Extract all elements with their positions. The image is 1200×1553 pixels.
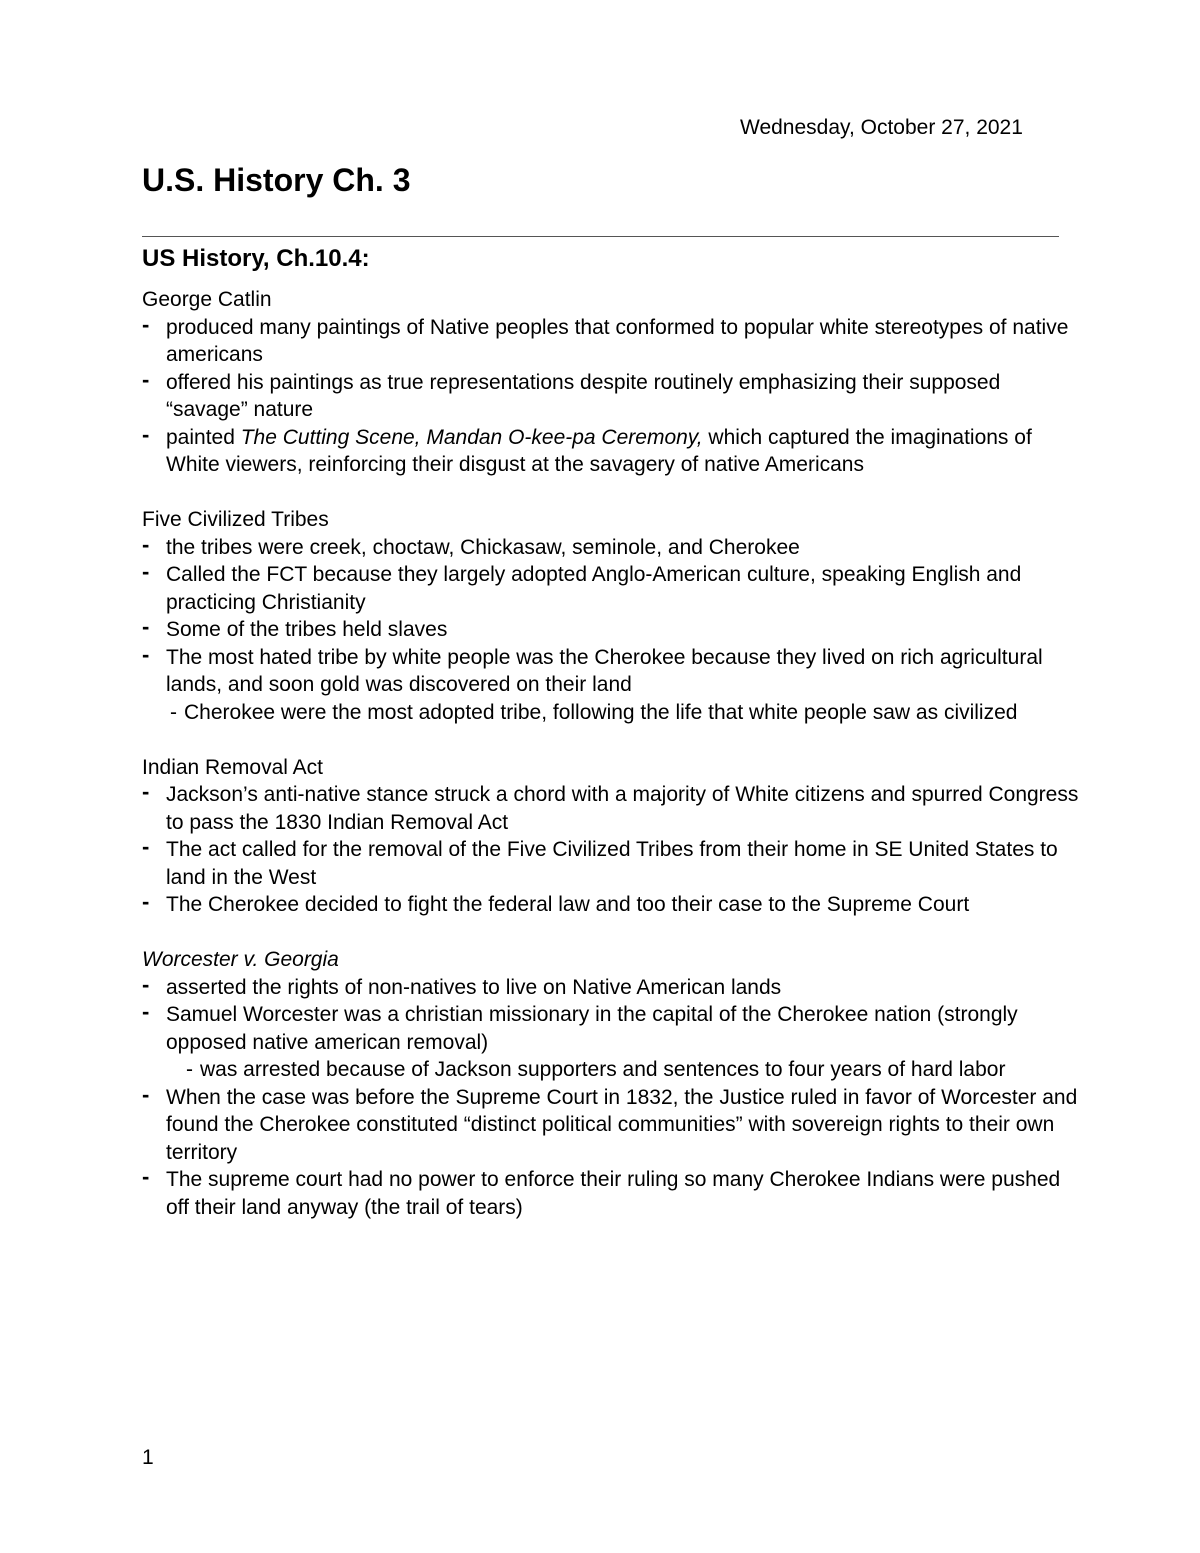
document-date: Wednesday, October 27, 2021 bbox=[740, 116, 1023, 139]
list-item: - produced many paintings of Native peoples that conformed to popular white stereotypes of native americans bbox=[142, 314, 1082, 369]
list-item: - Jackson’s anti-native stance struck a chord with a majority of White citizens and spurred Congress to pass the 1830 Indian Removal Act bbox=[142, 781, 1082, 836]
list-item: - When the case was before the Supreme Court in 1832, the Justice ruled in favor of Worcester and found the Cherokee constituted “distinct political communities” with sovereign rights to their own territory bbox=[142, 1084, 1082, 1167]
section-heading: Worcester v. Georgia bbox=[142, 948, 339, 971]
section-heading: George Catlin bbox=[142, 288, 272, 311]
list-item: - asserted the rights of non-natives to live on Native American lands bbox=[142, 974, 1082, 1002]
list-item-text: painted bbox=[166, 425, 241, 449]
painting-title: The Cutting Scene, Mandan O-kee-pa Ceremony, bbox=[240, 425, 703, 449]
sub-list-item: - Cherokee were the most adopted tribe, following the life that white people saw as civilized bbox=[142, 699, 1082, 727]
section-five-civilized-tribes bbox=[142, 506, 1082, 726]
list-item: - offered his paintings as true representations despite routinely emphasizing their supposed “savage” nature bbox=[142, 369, 1082, 424]
document-title: U.S. History Ch. 3 bbox=[142, 162, 411, 198]
list-item bbox=[142, 424, 1082, 479]
section-worcester-v-georgia bbox=[142, 946, 1082, 1221]
section-subtitle: US History, Ch.10.4: bbox=[142, 245, 370, 272]
section-indian-removal-act bbox=[142, 754, 1082, 919]
title-divider bbox=[142, 236, 1059, 237]
notes-body bbox=[142, 286, 1082, 1249]
list-item: - The Cherokee decided to fight the federal law and too their case to the Supreme Court bbox=[142, 891, 1082, 919]
list-item: - Some of the tribes held slaves bbox=[142, 616, 1082, 644]
list-item: - The act called for the removal of the Five Civilized Tribes from their home in SE United States to land in the West bbox=[142, 836, 1082, 891]
list-item: - The most hated tribe by white people was the Cherokee because they lived on rich agricultural lands, and soon gold was discovered on their land bbox=[142, 644, 1082, 699]
bullet-list bbox=[142, 534, 1082, 727]
bullet-list bbox=[142, 314, 1082, 479]
page-number: 1 bbox=[142, 1446, 154, 1469]
list-item: - Samuel Worcester was a christian missionary in the capital of the Cherokee nation (strongly opposed native american removal) bbox=[142, 1001, 1082, 1056]
section-heading: Indian Removal Act bbox=[142, 755, 323, 779]
bullet-list bbox=[142, 974, 1082, 1222]
section-heading: Five Civilized Tribes bbox=[142, 508, 329, 531]
list-item: - the tribes were creek, choctaw, Chickasaw, seminole, and Cherokee bbox=[142, 534, 1082, 562]
bullet-list bbox=[142, 781, 1082, 919]
list-item: - The supreme court had no power to enforce their ruling so many Cherokee Indians were pushed off their land anyway (the trail of tears) bbox=[142, 1166, 1082, 1221]
section-george-catlin bbox=[142, 286, 1082, 479]
list-item-text: which captured the imaginations of White viewers, reinforcing their disgust at the savagery of native Americans bbox=[166, 425, 1032, 476]
sub-list-item: - was arrested because of Jackson supporters and sentences to four years of hard labor bbox=[142, 1056, 1082, 1084]
list-item: - Called the FCT because they largely adopted Anglo-American culture, speaking English and practicing Christianity bbox=[142, 561, 1082, 616]
